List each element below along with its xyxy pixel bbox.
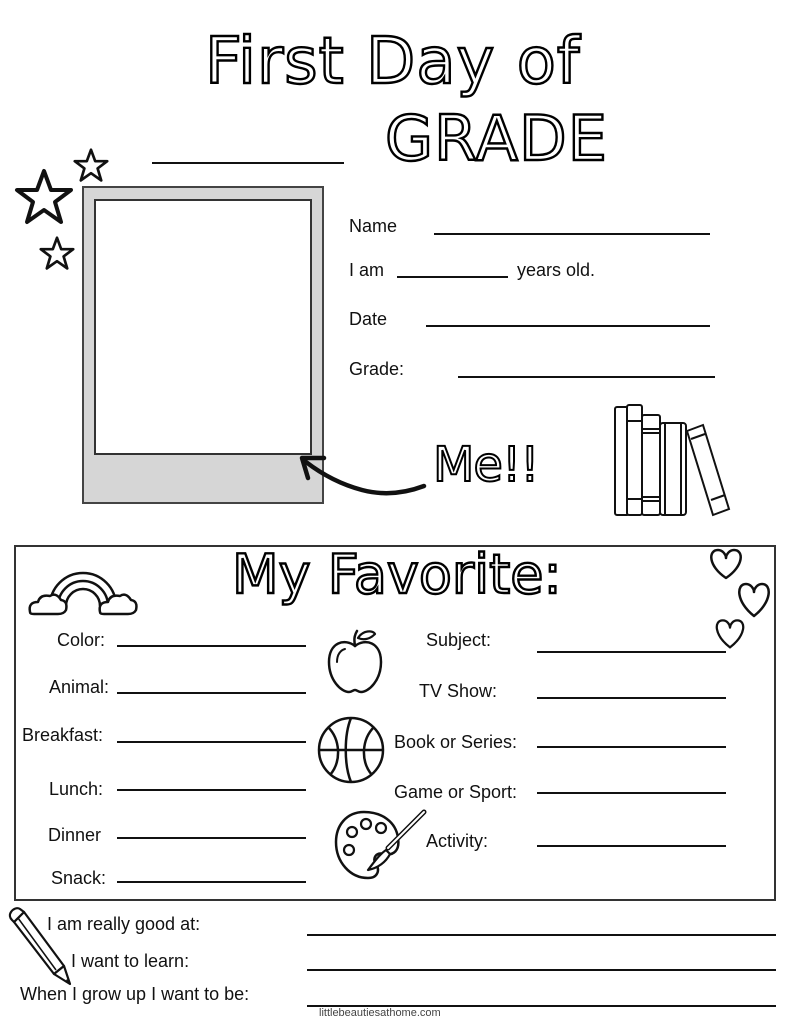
fav-snack-field[interactable] [117, 881, 306, 883]
rainbow-icon [26, 556, 140, 618]
heart-icon [706, 546, 746, 582]
fav-dinner-label: Dinner [48, 825, 102, 845]
basketball-icon [316, 715, 386, 785]
fav-subject-label: Subject: [426, 630, 492, 650]
fav-book-label: Book or Series: [394, 732, 518, 752]
grade-label: Grade: [349, 359, 405, 379]
fav-color-field[interactable] [117, 645, 306, 647]
good-at-label: I am really good at: [47, 914, 201, 934]
fav-game-field[interactable] [537, 792, 726, 794]
date-label: Date [349, 309, 388, 329]
date-field[interactable] [426, 325, 710, 327]
fav-animal-field[interactable] [117, 692, 306, 694]
fav-activity-field[interactable] [537, 845, 726, 847]
fav-activity-label: Activity: [426, 831, 489, 851]
grade-title: GRADE [385, 102, 608, 175]
me-label: Me!! [433, 437, 539, 493]
fav-book-field[interactable] [537, 746, 726, 748]
page-title: First Day of [205, 25, 581, 99]
footer-site[interactable]: littlebeautiesathome.com [319, 1007, 441, 1019]
fav-tv-show-field[interactable] [537, 697, 726, 699]
fav-lunch-label: Lunch: [49, 779, 104, 799]
fav-lunch-field[interactable] [117, 789, 306, 791]
arrow-icon [292, 442, 432, 502]
grow-up-label: When I grow up I want to be: [20, 984, 250, 1004]
fav-animal-label: Animal: [49, 677, 110, 697]
star-icon [14, 168, 74, 228]
heart-icon [712, 614, 748, 652]
star-icon [73, 148, 109, 184]
fav-game-label: Game or Sport: [394, 782, 518, 802]
age-prefix-label: I am [349, 260, 385, 280]
grade-blank-line[interactable] [152, 162, 344, 164]
fav-subject-field[interactable] [537, 651, 726, 653]
fav-breakfast-label: Breakfast: [22, 725, 104, 745]
books-icon [611, 403, 731, 519]
fav-dinner-field[interactable] [117, 837, 306, 839]
good-at-field[interactable] [307, 934, 776, 936]
fav-snack-label: Snack: [51, 868, 107, 888]
age-field[interactable] [397, 276, 508, 278]
palette-icon [334, 808, 428, 882]
favorites-title: My Favorite: [232, 543, 562, 606]
fav-breakfast-field[interactable] [117, 741, 306, 743]
name-field[interactable] [434, 233, 710, 235]
want-learn-field[interactable] [307, 969, 776, 971]
star-icon [39, 236, 75, 272]
grade-field[interactable] [458, 376, 715, 378]
want-learn-label: I want to learn: [71, 951, 190, 971]
photo-area[interactable] [94, 199, 312, 455]
apple-icon [323, 628, 387, 696]
age-suffix-label: years old. [517, 260, 596, 280]
fav-color-label: Color: [57, 630, 106, 650]
fav-tv-show-label: TV Show: [419, 681, 498, 701]
name-label: Name [349, 216, 398, 236]
